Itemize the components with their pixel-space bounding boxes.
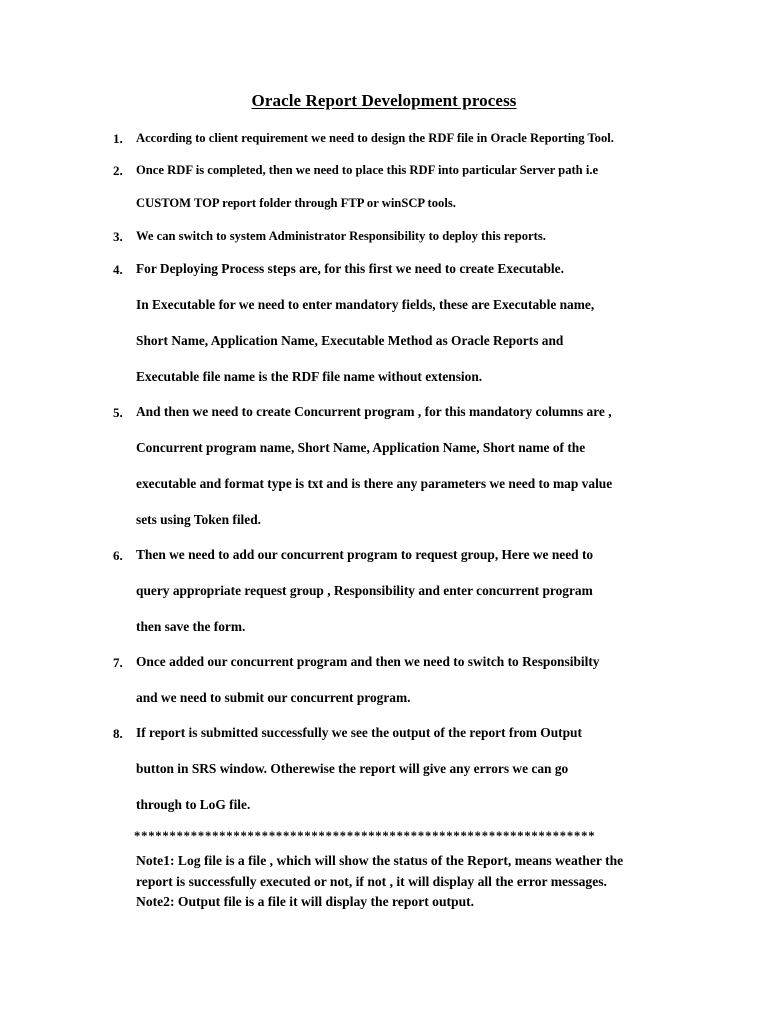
item-8-number: 8. <box>113 726 123 741</box>
item-7-number: 7. <box>113 655 123 670</box>
item-6-line-2: query appropriate request group , Responsibility and enter concurrent program <box>136 583 593 598</box>
note-line-2: report is successfully executed or not, if not , it will display all the error messages. <box>136 874 607 889</box>
item-2-line-1: Once RDF is completed, then we need to place this RDF into particular Server path i.e <box>136 163 599 177</box>
item-3-line-1: We can switch to system Administrator Responsibility to deploy this reports. <box>136 229 546 243</box>
item-4-line-1: For Deploying Process steps are, for this first we need to create Executable. <box>136 261 564 276</box>
item-1-line-1: According to client requirement we need to design the RDF file in Oracle Reporting Tool. <box>136 131 614 145</box>
note-line-1: Note1: Log file is a file , which will show the status of the Report, means weather the <box>136 853 624 868</box>
item-5-line-2: Concurrent program name, Short Name, Application Name, Short name of the <box>136 440 586 455</box>
item-8-line-3: through to LoG file. <box>136 797 251 812</box>
item-4-line-4: Executable file name is the RDF file name without extension. <box>136 369 483 384</box>
item-5-number: 5. <box>113 405 123 420</box>
separator-line: ***************************************************************** <box>134 829 596 843</box>
note-line-3: Note2: Output file is a file it will display the report output. <box>136 894 475 909</box>
page-title: Oracle Report Development process <box>251 91 517 110</box>
item-4-number: 4. <box>113 262 123 277</box>
item-1-number: 1. <box>113 131 123 146</box>
item-5-line-4: sets using Token filed. <box>136 512 262 527</box>
item-6-line-1: Then we need to add our concurrent program to request group, Here we need to <box>136 547 594 562</box>
item-6-number: 6. <box>113 548 123 563</box>
item-5-line-1: And then we need to create Concurrent program , for this mandatory columns are , <box>136 404 612 419</box>
item-7-line-1: Once added our concurrent program and then we need to switch to Responsibilty <box>136 654 600 669</box>
item-5-line-3: executable and format type is txt and is there any parameters we need to map value <box>136 476 613 491</box>
item-2-number: 2. <box>113 163 123 178</box>
item-8-line-2: button in SRS window. Otherewise the report will give any errors we can go <box>136 761 569 776</box>
item-7-line-2: and we need to submit our concurrent program. <box>136 690 411 705</box>
item-4-line-2: In Executable for we need to enter mandatory fields, these are Executable name, <box>136 297 595 312</box>
item-3-number: 3. <box>113 229 123 244</box>
item-4-line-3: Short Name, Application Name, Executable Method as Oracle Reports and <box>136 333 564 348</box>
item-8-line-1: If report is submitted successfully we see the output of the report from Output <box>136 725 582 740</box>
item-6-line-3: then save the form. <box>136 619 246 634</box>
item-2-line-2: CUSTOM TOP report folder through FTP or winSCP tools. <box>136 196 456 210</box>
